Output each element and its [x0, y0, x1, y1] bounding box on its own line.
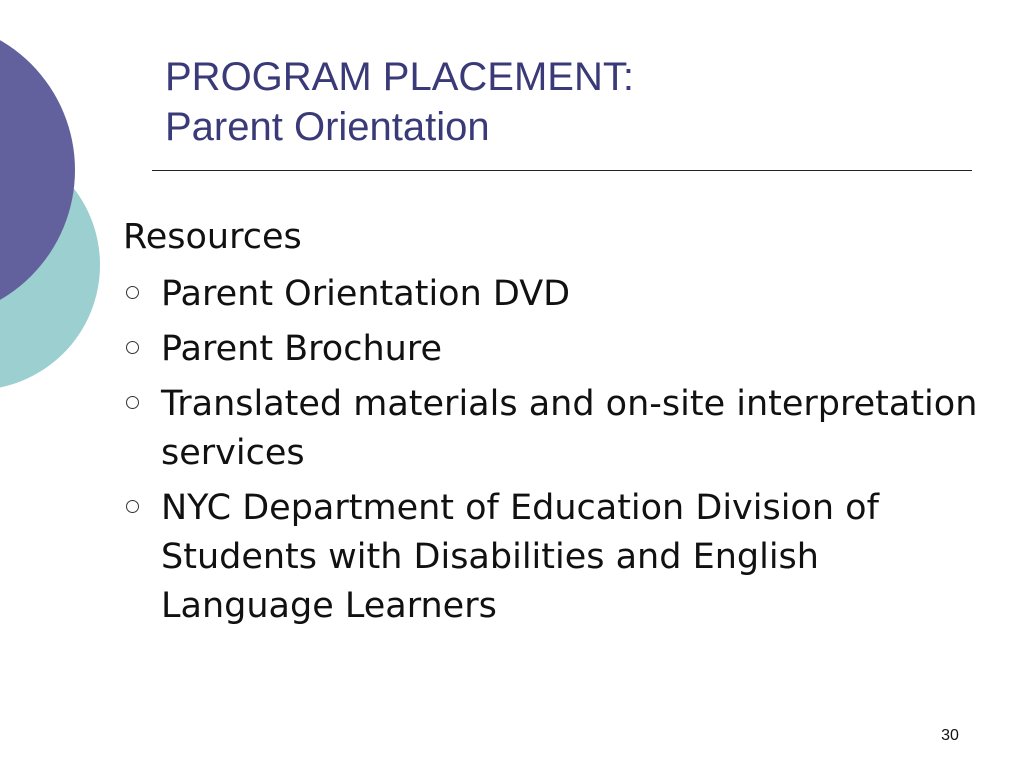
bullet-item — [123, 380, 983, 478]
title-line-1: PROGRAM PLACEMENT: — [165, 55, 634, 99]
bullet-list — [123, 270, 983, 631]
bullet-text: NYC Department of Education Division of Students with Disabilities and English Language Learners — [161, 488, 879, 626]
bullet-text: Translated materials and on-site interpretation services — [161, 384, 978, 473]
bullet-item — [123, 484, 983, 631]
hollow-circle-bullet-icon — [126, 396, 139, 409]
bullet-item — [123, 325, 983, 374]
hollow-circle-bullet-icon — [126, 500, 139, 513]
page-number: 30 — [941, 727, 959, 744]
title-divider — [152, 170, 972, 171]
title-line-2: Parent Orientation — [165, 105, 490, 149]
slide-body — [123, 210, 983, 631]
section-heading: Resources — [123, 217, 302, 257]
slide-title — [165, 52, 965, 152]
hollow-circle-bullet-icon — [126, 286, 139, 299]
bullet-text: Parent Orientation DVD — [161, 274, 571, 314]
bullet-item — [123, 270, 983, 319]
bullet-text: Parent Brochure — [161, 329, 442, 369]
hollow-circle-bullet-icon — [126, 341, 139, 354]
